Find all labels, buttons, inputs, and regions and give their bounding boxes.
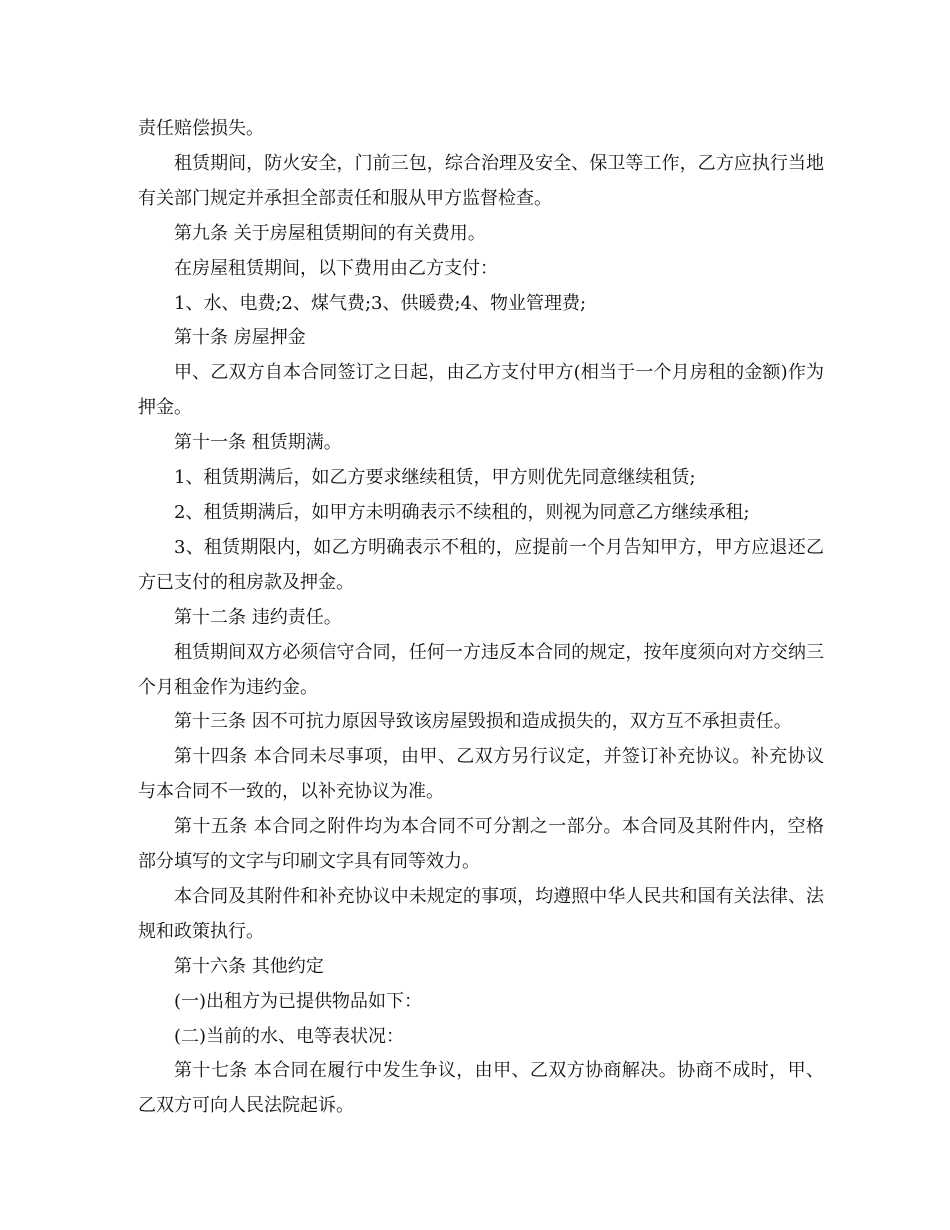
paragraph-1: 租赁期间，防火安全，门前三包，综合治理及安全、保卫等工作，乙方应执行当地有关部门规定并承担全部责任和服从甲方监督检查。: [138, 152, 824, 209]
paragraph-12: 租赁期间双方必须信守合同，任何一方违反本合同的规定，按年度须向对方交纳三个月租金作为违约金。: [138, 641, 824, 698]
paragraph-6: 甲、乙双方自本合同签订之日起，由乙方支付甲方(相当于一个月房租的金额)作为押金。: [138, 362, 824, 419]
paragraph-14: 第十四条 本合同未尽事项，由甲、乙双方另行议定，并签订补充协议。补充协议与本合同不一致的，以补充协议为准。: [138, 746, 824, 803]
paragraph-0: 责任赔偿损失。: [138, 118, 264, 139]
paragraph-11: 第十二条 违约责任。: [174, 606, 342, 628]
paragraph-15: 第十五条 本合同之附件均为本合同不可分割之一部分。本合同及其附件内，空格部分填写的文字与印刷文字具有同等效力。: [138, 816, 824, 873]
paragraph-9: 2、租赁期满后，如甲方未明确表示不续租的，则视为同意乙方继续承租;: [174, 501, 750, 523]
paragraph-8: 1、租赁期满后，如乙方要求继续租赁，甲方则优先同意继续租赁;: [174, 467, 696, 489]
paragraph-3: 在房屋租赁期间，以下费用由乙方支付：: [174, 257, 498, 279]
paragraph-4: 1、水、电费;2、煤气费;3、供暖费;4、物业管理费;: [174, 292, 587, 314]
paragraph-20: 第十七条 本合同在履行中发生争议，由甲、乙双方协商解决。协商不成时，甲、乙双方可向人民法院起诉。: [138, 1060, 824, 1117]
paragraph-17: 第十六条 其他约定: [174, 955, 324, 977]
paragraph-13: 第十三条 因不可抗力原因导致该房屋毁损和造成损失的，双方互不承担责任。: [174, 711, 792, 733]
document-body: [138, 112, 824, 1124]
paragraph-2: 第九条 关于房屋租赁期间的有关费用。: [174, 222, 486, 244]
paragraph-10: 3、租赁期限内，如乙方明确表示不租的，应提前一个月告知甲方，甲方应退还乙方已支付的租房款及押金。: [138, 536, 824, 593]
paragraph-19: (二)当前的水、电等表状况：: [174, 1025, 405, 1047]
paragraph-16: 本合同及其附件和补充协议中未规定的事项，均遵照中华人民共和国有关法律、法规和政策执行。: [138, 885, 824, 942]
paragraph-18: (一)出租方为已提供物品如下：: [174, 990, 423, 1012]
paragraph-7: 第十一条 租赁期满。: [174, 432, 342, 454]
paragraph-5: 第十条 房屋押金: [174, 327, 306, 349]
